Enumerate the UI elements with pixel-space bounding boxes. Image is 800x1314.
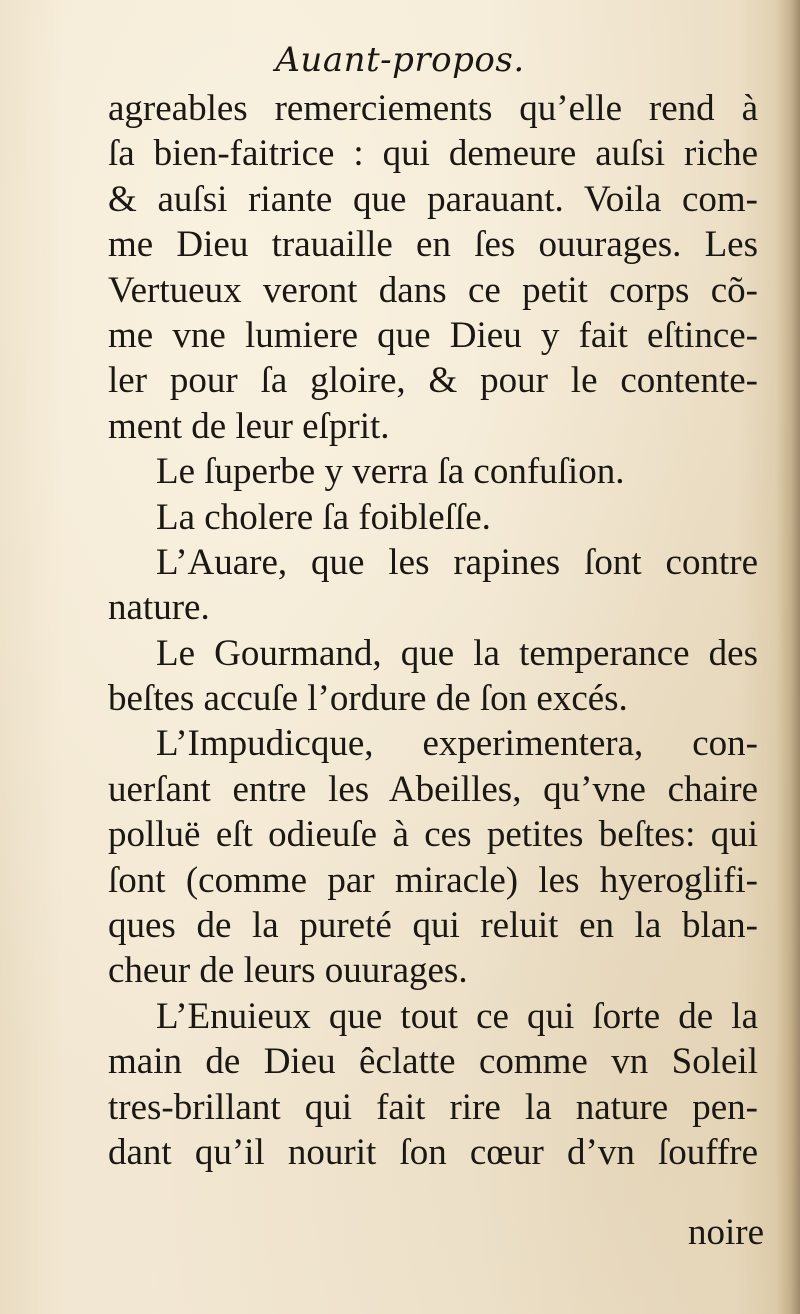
text-line: ſont (comme par miracle) les hyeroglifi- — [108, 859, 758, 901]
text-line: me vne lumiere que Dieu y fait eſtince- — [108, 314, 758, 356]
text-line: & auſsi riante que parauant. Voila com- — [108, 178, 758, 220]
running-head: Auant-propos. — [275, 40, 525, 80]
text-line: Le ſuperbe y verra ſa confuſion. — [156, 451, 625, 493]
text-line: ment de leur eſprit. — [108, 405, 390, 447]
text-line: dant qu’il nourit ſon cœur d’vn ſouffre — [108, 1131, 758, 1173]
text-line: ler pour ſa gloire, & pour le contente- — [108, 360, 758, 402]
text-line: agreables remerciements qu’elle rend à — [108, 88, 758, 129]
text-line: main de Dieu êclatte comme vn Soleil — [108, 1041, 758, 1083]
page-edge-shadow — [776, 0, 800, 1314]
catchword: noire — [687, 1212, 764, 1253]
text-line: Vertueux veront dans ce petit corps cõ- — [108, 269, 758, 311]
text-line: L’Auare, que les rapines ſont contre — [156, 541, 758, 583]
text-line: L’Impudicque, experimentera, con- — [156, 723, 758, 765]
text-line: beſtes accuſe l’ordure de ſon excés. — [108, 678, 628, 720]
text-line: ques de la pureté qui reluit en la blan- — [108, 905, 758, 947]
text-line: nature. — [108, 587, 210, 629]
text-line: La cholere ſa foibleſſe. — [156, 496, 491, 538]
text-line: cheur de leurs ouurages. — [108, 950, 468, 992]
text-line: polluë eſt odieuſe à ces petites beſtes: qui — [108, 814, 758, 856]
text-block — [108, 86, 758, 1175]
text-line: ſa bien-faitrice : qui demeure auſsi riche — [108, 133, 758, 175]
text-line: uerſant entre les Abeilles, qu’vne chaire — [108, 768, 758, 810]
text-line: Le Gourmand, que la temperance des — [156, 632, 758, 674]
text-line: me Dieu trauaille en ſes ouurages. Les — [108, 224, 758, 266]
text-line: tres-brillant qui fait rire la nature pen- — [108, 1086, 758, 1128]
text-line: L’Enuieux que tout ce qui ſorte de la — [156, 995, 758, 1037]
